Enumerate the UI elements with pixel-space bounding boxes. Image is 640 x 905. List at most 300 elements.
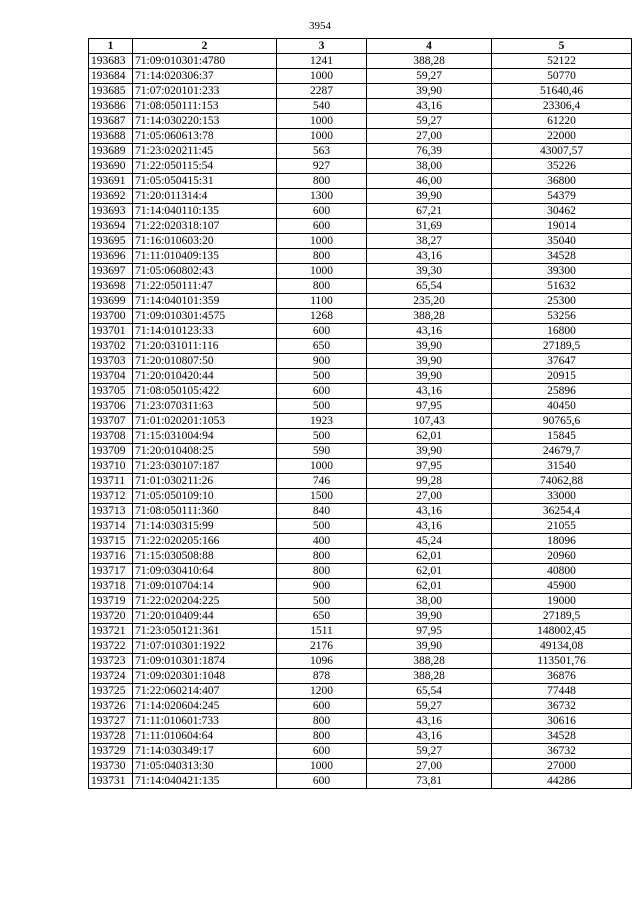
record-number-cell: 193711 — [89, 474, 133, 489]
record-number-cell: 193705 — [89, 384, 133, 399]
rate-cell: 59,27 — [367, 69, 492, 84]
record-number-cell: 193730 — [89, 759, 133, 774]
cadastral-number-cell: 71:14:040421:135 — [133, 774, 277, 789]
rate-cell: 39,90 — [367, 84, 492, 99]
value-cell: 50770 — [492, 69, 632, 84]
rate-cell: 43,16 — [367, 714, 492, 729]
table-row — [89, 744, 632, 759]
record-number-cell: 193698 — [89, 279, 133, 294]
table-row — [89, 399, 632, 414]
column-header: 2 — [133, 39, 277, 54]
record-number-cell: 193721 — [89, 624, 133, 639]
rate-cell: 43,16 — [367, 729, 492, 744]
cadastral-number-cell: 71:23:050121:361 — [133, 624, 277, 639]
record-number-cell: 193693 — [89, 204, 133, 219]
record-number-cell: 193729 — [89, 744, 133, 759]
table-row — [89, 519, 632, 534]
table-row — [89, 384, 632, 399]
rate-cell: 27,00 — [367, 489, 492, 504]
area-cell: 2176 — [277, 639, 367, 654]
cadastral-number-cell: 71:20:010408:25 — [133, 444, 277, 459]
rate-cell: 39,90 — [367, 444, 492, 459]
cadastral-number-cell: 71:22:020204:225 — [133, 594, 277, 609]
record-number-cell: 193694 — [89, 219, 133, 234]
area-cell: 800 — [277, 729, 367, 744]
table-row — [89, 204, 632, 219]
record-number-cell: 193703 — [89, 354, 133, 369]
cadastral-number-cell: 71:05:050415:31 — [133, 174, 277, 189]
value-cell: 35226 — [492, 159, 632, 174]
table-row — [89, 459, 632, 474]
record-number-cell: 193688 — [89, 129, 133, 144]
table-row — [89, 54, 632, 69]
rate-cell: 43,16 — [367, 384, 492, 399]
table-row — [89, 234, 632, 249]
rate-cell: 39,30 — [367, 264, 492, 279]
table-row — [89, 249, 632, 264]
area-cell: 1511 — [277, 624, 367, 639]
area-cell: 590 — [277, 444, 367, 459]
cadastral-number-cell: 71:05:040313:30 — [133, 759, 277, 774]
area-cell: 800 — [277, 714, 367, 729]
cadastral-number-cell: 71:05:060802:43 — [133, 264, 277, 279]
area-cell: 1000 — [277, 129, 367, 144]
rate-cell: 39,90 — [367, 354, 492, 369]
area-cell: 1000 — [277, 759, 367, 774]
table-row — [89, 69, 632, 84]
header-row — [89, 39, 632, 54]
record-number-cell: 193716 — [89, 549, 133, 564]
data-table — [88, 38, 632, 789]
rate-cell: 67,21 — [367, 204, 492, 219]
record-number-cell: 193700 — [89, 309, 133, 324]
value-cell: 39300 — [492, 264, 632, 279]
table-row — [89, 579, 632, 594]
cadastral-number-cell: 71:09:020301:1048 — [133, 669, 277, 684]
table-row — [89, 339, 632, 354]
table-row — [89, 504, 632, 519]
rate-cell: 388,28 — [367, 309, 492, 324]
value-cell: 45900 — [492, 579, 632, 594]
record-number-cell: 193727 — [89, 714, 133, 729]
area-cell: 2287 — [277, 84, 367, 99]
rate-cell: 39,90 — [367, 369, 492, 384]
area-cell: 1000 — [277, 69, 367, 84]
table-row — [89, 489, 632, 504]
record-number-cell: 193695 — [89, 234, 133, 249]
area-cell: 500 — [277, 369, 367, 384]
value-cell: 19014 — [492, 219, 632, 234]
value-cell: 25300 — [492, 294, 632, 309]
area-cell: 800 — [277, 279, 367, 294]
rate-cell: 38,00 — [367, 159, 492, 174]
value-cell: 21055 — [492, 519, 632, 534]
table-row — [89, 114, 632, 129]
record-number-cell: 193706 — [89, 399, 133, 414]
area-cell: 1241 — [277, 54, 367, 69]
area-cell: 878 — [277, 669, 367, 684]
rate-cell: 388,28 — [367, 54, 492, 69]
area-cell: 1000 — [277, 459, 367, 474]
cadastral-number-cell: 71:22:020205:166 — [133, 534, 277, 549]
record-number-cell: 193712 — [89, 489, 133, 504]
record-number-cell: 193702 — [89, 339, 133, 354]
record-number-cell: 193718 — [89, 579, 133, 594]
value-cell: 54379 — [492, 189, 632, 204]
record-number-cell: 193715 — [89, 534, 133, 549]
rate-cell: 388,28 — [367, 654, 492, 669]
record-number-cell: 193689 — [89, 144, 133, 159]
cadastral-number-cell: 71:09:010704:14 — [133, 579, 277, 594]
area-cell: 1000 — [277, 264, 367, 279]
area-cell: 400 — [277, 534, 367, 549]
area-cell: 563 — [277, 144, 367, 159]
table-row — [89, 174, 632, 189]
record-number-cell: 193696 — [89, 249, 133, 264]
cadastral-number-cell: 71:14:040110:135 — [133, 204, 277, 219]
rate-cell: 31,69 — [367, 219, 492, 234]
value-cell: 36254,4 — [492, 504, 632, 519]
cadastral-number-cell: 71:08:050111:153 — [133, 99, 277, 114]
area-cell: 1000 — [277, 114, 367, 129]
value-cell: 51632 — [492, 279, 632, 294]
area-cell: 540 — [277, 99, 367, 114]
cadastral-number-cell: 71:20:010409:44 — [133, 609, 277, 624]
record-number-cell: 193704 — [89, 369, 133, 384]
area-cell: 900 — [277, 354, 367, 369]
table-row — [89, 144, 632, 159]
value-cell: 20915 — [492, 369, 632, 384]
value-cell: 51640,46 — [492, 84, 632, 99]
value-cell: 25896 — [492, 384, 632, 399]
cadastral-number-cell: 71:14:020306:37 — [133, 69, 277, 84]
cadastral-number-cell: 71:11:010409:135 — [133, 249, 277, 264]
rate-cell: 39,90 — [367, 189, 492, 204]
area-cell: 650 — [277, 339, 367, 354]
rate-cell: 97,95 — [367, 624, 492, 639]
rate-cell: 65,54 — [367, 279, 492, 294]
record-number-cell: 193731 — [89, 774, 133, 789]
record-number-cell: 193722 — [89, 639, 133, 654]
record-number-cell: 193692 — [89, 189, 133, 204]
rate-cell: 43,16 — [367, 504, 492, 519]
table-row — [89, 609, 632, 624]
value-cell: 52122 — [492, 54, 632, 69]
value-cell: 35040 — [492, 234, 632, 249]
table-row — [89, 429, 632, 444]
rate-cell: 45,24 — [367, 534, 492, 549]
table-row — [89, 414, 632, 429]
cadastral-number-cell: 71:20:010420:44 — [133, 369, 277, 384]
rate-cell: 27,00 — [367, 129, 492, 144]
area-cell: 600 — [277, 744, 367, 759]
value-cell: 22000 — [492, 129, 632, 144]
area-cell: 600 — [277, 774, 367, 789]
table-row — [89, 444, 632, 459]
table-row — [89, 594, 632, 609]
rate-cell: 65,54 — [367, 684, 492, 699]
column-header: 1 — [89, 39, 133, 54]
record-number-cell: 193697 — [89, 264, 133, 279]
area-cell: 500 — [277, 519, 367, 534]
table-row — [89, 714, 632, 729]
record-number-cell: 193687 — [89, 114, 133, 129]
cadastral-number-cell: 71:09:030410:64 — [133, 564, 277, 579]
rate-cell: 62,01 — [367, 429, 492, 444]
area-cell: 1200 — [277, 684, 367, 699]
rate-cell: 97,95 — [367, 459, 492, 474]
cadastral-number-cell: 71:09:010301:4780 — [133, 54, 277, 69]
area-cell: 1923 — [277, 414, 367, 429]
value-cell: 20960 — [492, 549, 632, 564]
record-number-cell: 193691 — [89, 174, 133, 189]
rate-cell: 62,01 — [367, 579, 492, 594]
record-number-cell: 193710 — [89, 459, 133, 474]
area-cell: 800 — [277, 564, 367, 579]
record-number-cell: 193708 — [89, 429, 133, 444]
column-header: 5 — [492, 39, 632, 54]
cadastral-number-cell: 71:08:050105:422 — [133, 384, 277, 399]
value-cell: 40800 — [492, 564, 632, 579]
value-cell: 27189,5 — [492, 339, 632, 354]
cadastral-number-cell: 71:09:010301:4575 — [133, 309, 277, 324]
value-cell: 90765,6 — [492, 414, 632, 429]
value-cell: 23306,4 — [492, 99, 632, 114]
area-cell: 500 — [277, 594, 367, 609]
value-cell: 27000 — [492, 759, 632, 774]
value-cell: 36800 — [492, 174, 632, 189]
rate-cell: 38,27 — [367, 234, 492, 249]
table-row — [89, 549, 632, 564]
rate-cell: 39,90 — [367, 339, 492, 354]
value-cell: 36732 — [492, 699, 632, 714]
cadastral-number-cell: 71:01:030211:26 — [133, 474, 277, 489]
area-cell: 600 — [277, 324, 367, 339]
area-cell: 840 — [277, 504, 367, 519]
value-cell: 49134,08 — [492, 639, 632, 654]
cadastral-number-cell: 71:22:020318:107 — [133, 219, 277, 234]
cadastral-number-cell: 71:22:050111:47 — [133, 279, 277, 294]
cadastral-number-cell: 71:23:020211:45 — [133, 144, 277, 159]
rate-cell: 235,20 — [367, 294, 492, 309]
record-number-cell: 193714 — [89, 519, 133, 534]
rate-cell: 99,28 — [367, 474, 492, 489]
rate-cell: 27,00 — [367, 759, 492, 774]
rate-cell: 38,00 — [367, 594, 492, 609]
value-cell: 53256 — [492, 309, 632, 324]
cadastral-number-cell: 71:05:060613:78 — [133, 129, 277, 144]
table-row — [89, 774, 632, 789]
record-number-cell: 193685 — [89, 84, 133, 99]
area-cell: 800 — [277, 174, 367, 189]
table-row — [89, 294, 632, 309]
cadastral-number-cell: 71:20:010807:50 — [133, 354, 277, 369]
value-cell: 36876 — [492, 669, 632, 684]
cadastral-number-cell: 71:07:020101:233 — [133, 84, 277, 99]
table-row — [89, 684, 632, 699]
record-number-cell: 193683 — [89, 54, 133, 69]
cadastral-number-cell: 71:14:020604:245 — [133, 699, 277, 714]
value-cell: 31540 — [492, 459, 632, 474]
cadastral-number-cell: 71:08:050111:360 — [133, 504, 277, 519]
record-number-cell: 193690 — [89, 159, 133, 174]
value-cell: 77448 — [492, 684, 632, 699]
rate-cell: 43,16 — [367, 99, 492, 114]
record-number-cell: 193707 — [89, 414, 133, 429]
table-body — [89, 54, 632, 789]
area-cell: 650 — [277, 609, 367, 624]
table-row — [89, 699, 632, 714]
table-row — [89, 219, 632, 234]
area-cell: 500 — [277, 399, 367, 414]
table-row — [89, 99, 632, 114]
record-number-cell: 193720 — [89, 609, 133, 624]
area-cell: 600 — [277, 699, 367, 714]
record-number-cell: 193726 — [89, 699, 133, 714]
table-row — [89, 354, 632, 369]
cadastral-number-cell: 71:11:010604:64 — [133, 729, 277, 744]
table-row — [89, 264, 632, 279]
record-number-cell: 193719 — [89, 594, 133, 609]
record-number-cell: 193709 — [89, 444, 133, 459]
record-number-cell: 193728 — [89, 729, 133, 744]
cadastral-number-cell: 71:09:010301:1874 — [133, 654, 277, 669]
table-row — [89, 309, 632, 324]
table-row — [89, 324, 632, 339]
cadastral-number-cell: 71:22:050115:54 — [133, 159, 277, 174]
page-number: 3954 — [309, 20, 331, 32]
record-number-cell: 193725 — [89, 684, 133, 699]
cadastral-number-cell: 71:20:011314:4 — [133, 189, 277, 204]
rate-cell: 62,01 — [367, 564, 492, 579]
table-row — [89, 624, 632, 639]
rate-cell: 59,27 — [367, 699, 492, 714]
table-row — [89, 759, 632, 774]
record-number-cell: 193699 — [89, 294, 133, 309]
area-cell: 900 — [277, 579, 367, 594]
value-cell: 36732 — [492, 744, 632, 759]
area-cell: 1268 — [277, 309, 367, 324]
area-cell: 1500 — [277, 489, 367, 504]
area-cell: 600 — [277, 204, 367, 219]
table-row — [89, 729, 632, 744]
area-cell: 927 — [277, 159, 367, 174]
table-row — [89, 129, 632, 144]
cadastral-number-cell: 71:14:030220:153 — [133, 114, 277, 129]
table-row — [89, 189, 632, 204]
table-row — [89, 534, 632, 549]
table-row — [89, 654, 632, 669]
rate-cell: 43,16 — [367, 324, 492, 339]
cadastral-number-cell: 71:23:030107:187 — [133, 459, 277, 474]
value-cell: 148002,45 — [492, 624, 632, 639]
rate-cell: 39,90 — [367, 639, 492, 654]
value-cell: 15845 — [492, 429, 632, 444]
area-cell: 600 — [277, 384, 367, 399]
cadastral-number-cell: 71:15:031004:94 — [133, 429, 277, 444]
rate-cell: 107,43 — [367, 414, 492, 429]
value-cell: 113501,76 — [492, 654, 632, 669]
table-row — [89, 474, 632, 489]
cadastral-number-cell: 71:22:060214:407 — [133, 684, 277, 699]
column-header: 4 — [367, 39, 492, 54]
cadastral-number-cell: 71:11:010601:733 — [133, 714, 277, 729]
rate-cell: 43,16 — [367, 249, 492, 264]
area-cell: 746 — [277, 474, 367, 489]
cadastral-number-cell: 71:15:030508:88 — [133, 549, 277, 564]
table-row — [89, 159, 632, 174]
record-number-cell: 193686 — [89, 99, 133, 114]
cadastral-number-cell: 71:14:010123:33 — [133, 324, 277, 339]
rate-cell: 46,00 — [367, 174, 492, 189]
cadastral-number-cell: 71:01:020201:1053 — [133, 414, 277, 429]
area-cell: 800 — [277, 549, 367, 564]
area-cell: 800 — [277, 249, 367, 264]
value-cell: 40450 — [492, 399, 632, 414]
table-row — [89, 564, 632, 579]
area-cell: 1100 — [277, 294, 367, 309]
cadastral-number-cell: 71:23:070311:63 — [133, 399, 277, 414]
value-cell: 44286 — [492, 774, 632, 789]
area-cell: 600 — [277, 219, 367, 234]
cadastral-number-cell: 71:07:010301:1922 — [133, 639, 277, 654]
record-number-cell: 193723 — [89, 654, 133, 669]
rate-cell: 73,81 — [367, 774, 492, 789]
table-row — [89, 84, 632, 99]
column-header: 3 — [277, 39, 367, 54]
table-row — [89, 639, 632, 654]
rate-cell: 39,90 — [367, 609, 492, 624]
cadastral-number-cell: 71:14:030315:99 — [133, 519, 277, 534]
value-cell: 30462 — [492, 204, 632, 219]
value-cell: 30616 — [492, 714, 632, 729]
value-cell: 61220 — [492, 114, 632, 129]
rate-cell: 97,95 — [367, 399, 492, 414]
area-cell: 1096 — [277, 654, 367, 669]
record-number-cell: 193684 — [89, 69, 133, 84]
cadastral-number-cell: 71:05:050109:10 — [133, 489, 277, 504]
value-cell: 16800 — [492, 324, 632, 339]
cadastral-number-cell: 71:20:031011:116 — [133, 339, 277, 354]
record-number-cell: 193713 — [89, 504, 133, 519]
table-row — [89, 369, 632, 384]
value-cell: 27189,5 — [492, 609, 632, 624]
value-cell: 43007,57 — [492, 144, 632, 159]
record-number-cell: 193701 — [89, 324, 133, 339]
rate-cell: 76,39 — [367, 144, 492, 159]
area-cell: 1300 — [277, 189, 367, 204]
record-number-cell: 193717 — [89, 564, 133, 579]
value-cell: 18096 — [492, 534, 632, 549]
rate-cell: 59,27 — [367, 744, 492, 759]
value-cell: 24679,7 — [492, 444, 632, 459]
cadastral-number-cell: 71:14:040101:359 — [133, 294, 277, 309]
rate-cell: 43,16 — [367, 519, 492, 534]
value-cell: 33000 — [492, 489, 632, 504]
value-cell: 34528 — [492, 729, 632, 744]
value-cell: 34528 — [492, 249, 632, 264]
rate-cell: 59,27 — [367, 114, 492, 129]
table-row — [89, 669, 632, 684]
value-cell: 37647 — [492, 354, 632, 369]
area-cell: 1000 — [277, 234, 367, 249]
rate-cell: 388,28 — [367, 669, 492, 684]
rate-cell: 62,01 — [367, 549, 492, 564]
cadastral-number-cell: 71:16:010603:20 — [133, 234, 277, 249]
table-row — [89, 279, 632, 294]
cadastral-number-cell: 71:14:030349:17 — [133, 744, 277, 759]
value-cell: 74062,88 — [492, 474, 632, 489]
